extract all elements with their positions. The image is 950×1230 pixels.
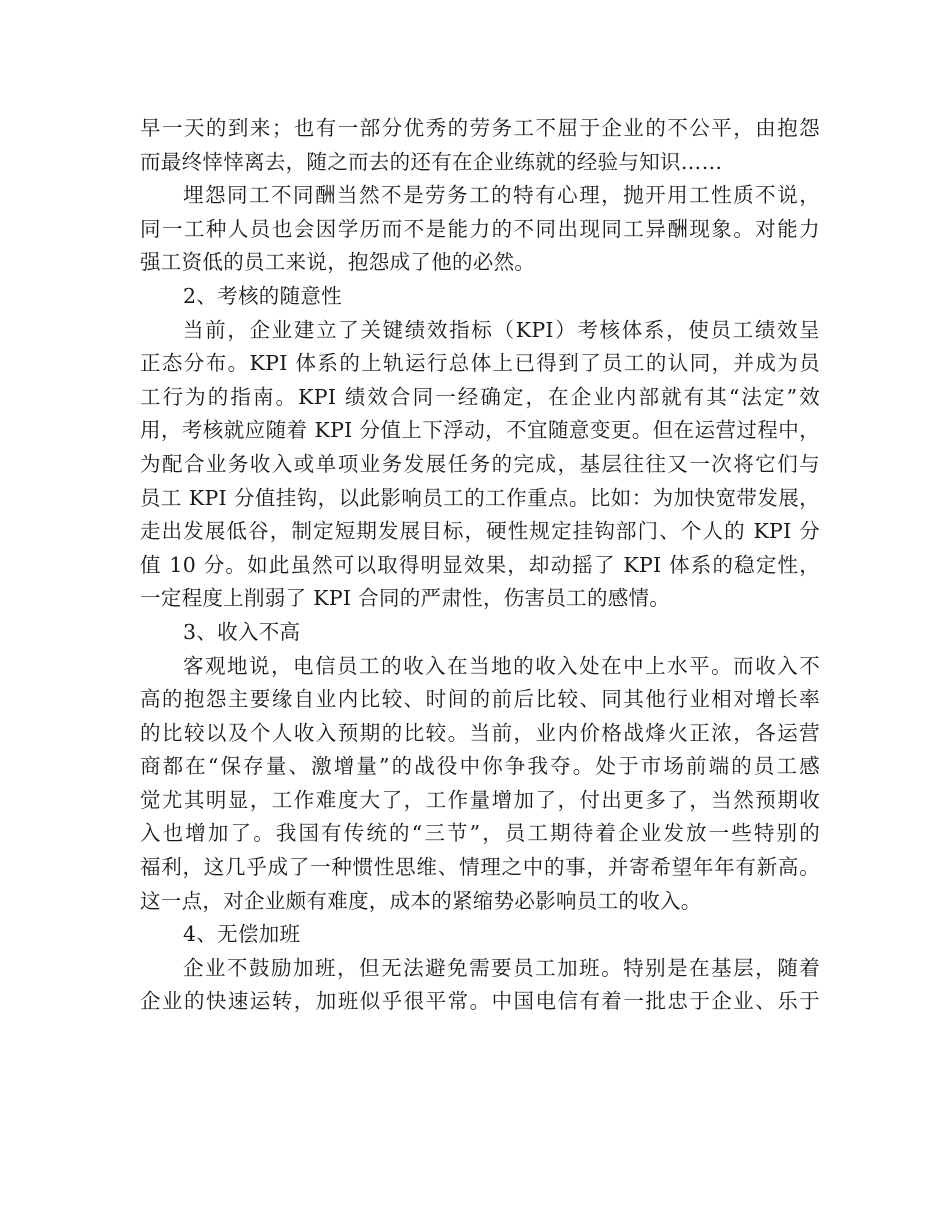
document-body [140, 112, 820, 1019]
text-line: 商都在“保存量、激增量”的战役中你争我夺。处于市场前端的员工感 [140, 754, 820, 779]
text-line: 当前，企业建立了关键绩效指标（KPI）考核体系，使员工绩效呈 [183, 317, 820, 342]
text-line: 高的抱怨主要缘自业内比较、时间的前后比较、同其他行业相对增长率 [140, 687, 820, 712]
text-line: 值 10 分。如此虽然可以取得明显效果，却动摇了 KPI 体系的稳定性， [140, 552, 820, 577]
text-line: 福利，这几乎成了一种惯性思维、情理之中的事，并寄希望年年有新高。 [140, 855, 820, 880]
text-line: 埋怨同工不同酬当然不是劳务工的特有心理，抛开用工性质不说， [183, 183, 820, 208]
text-line: 企业的快速运转，加班似乎很平常。中国电信有着一批忠于企业、乐于 [140, 989, 820, 1014]
section-heading: 4、无偿加班 [183, 922, 301, 947]
text-line: 用，考核就应随着 KPI 分值上下浮动，不宜随意变更。但在运营过程中， [140, 418, 820, 443]
text-line: 工行为的指南。KPI 绩效合同一经确定，在企业内部就有其“法定”效 [140, 384, 820, 409]
text-line: 而最终悻悻离去，随之而去的还有在企业练就的经验与知识…… [140, 149, 723, 174]
section-heading: 2、考核的随意性 [183, 283, 342, 308]
section-heading: 3、收入不高 [183, 619, 301, 644]
text-line: 企业不鼓励加班，但无法避免需要员工加班。特别是在基层，随着 [183, 955, 820, 980]
text-line: 同一工种人员也会因学历而不是能力的不同出现同工异酬现象。对能力 [140, 216, 820, 241]
text-line: 客观地说，电信员工的收入在当地的收入处在中上水平。而收入不 [183, 653, 820, 678]
text-line: 一定程度上削弱了 KPI 合同的严肃性，伤害员工的感情。 [140, 586, 671, 611]
text-line: 正态分布。KPI 体系的上轨运行总体上已得到了员工的认同，并成为员 [140, 351, 820, 376]
text-line: 早一天的到来；也有一部分优秀的劳务工不屈于企业的不公平，由抱怨 [140, 116, 820, 140]
text-line: 强工资低的员工来说，抱怨成了他的必然。 [140, 250, 536, 275]
text-line: 员工 KPI 分值挂钩，以此影响员工的工作重点。比如：为加快宽带发展， [140, 485, 820, 510]
text-line: 这一点，对企业颇有难度，成本的紧缩势必影响员工的收入。 [140, 888, 702, 913]
text-line: 觉尤其明显，工作难度大了，工作量增加了，付出更多了，当然预期收 [140, 787, 820, 812]
text-line: 的比较以及个人收入预期的比较。当前，业内价格战烽火正浓，各运营 [140, 720, 820, 745]
text-line: 走出发展低谷，制定短期发展目标，硬性规定挂钩部门、个人的 KPI 分 [140, 519, 820, 544]
text-line: 入也增加了。我国有传统的“三节”，员工期待着企业发放一些特别的 [140, 821, 820, 846]
text-line: 为配合业务收入或单项业务发展任务的完成，基层往往又一次将它们与 [140, 451, 820, 476]
